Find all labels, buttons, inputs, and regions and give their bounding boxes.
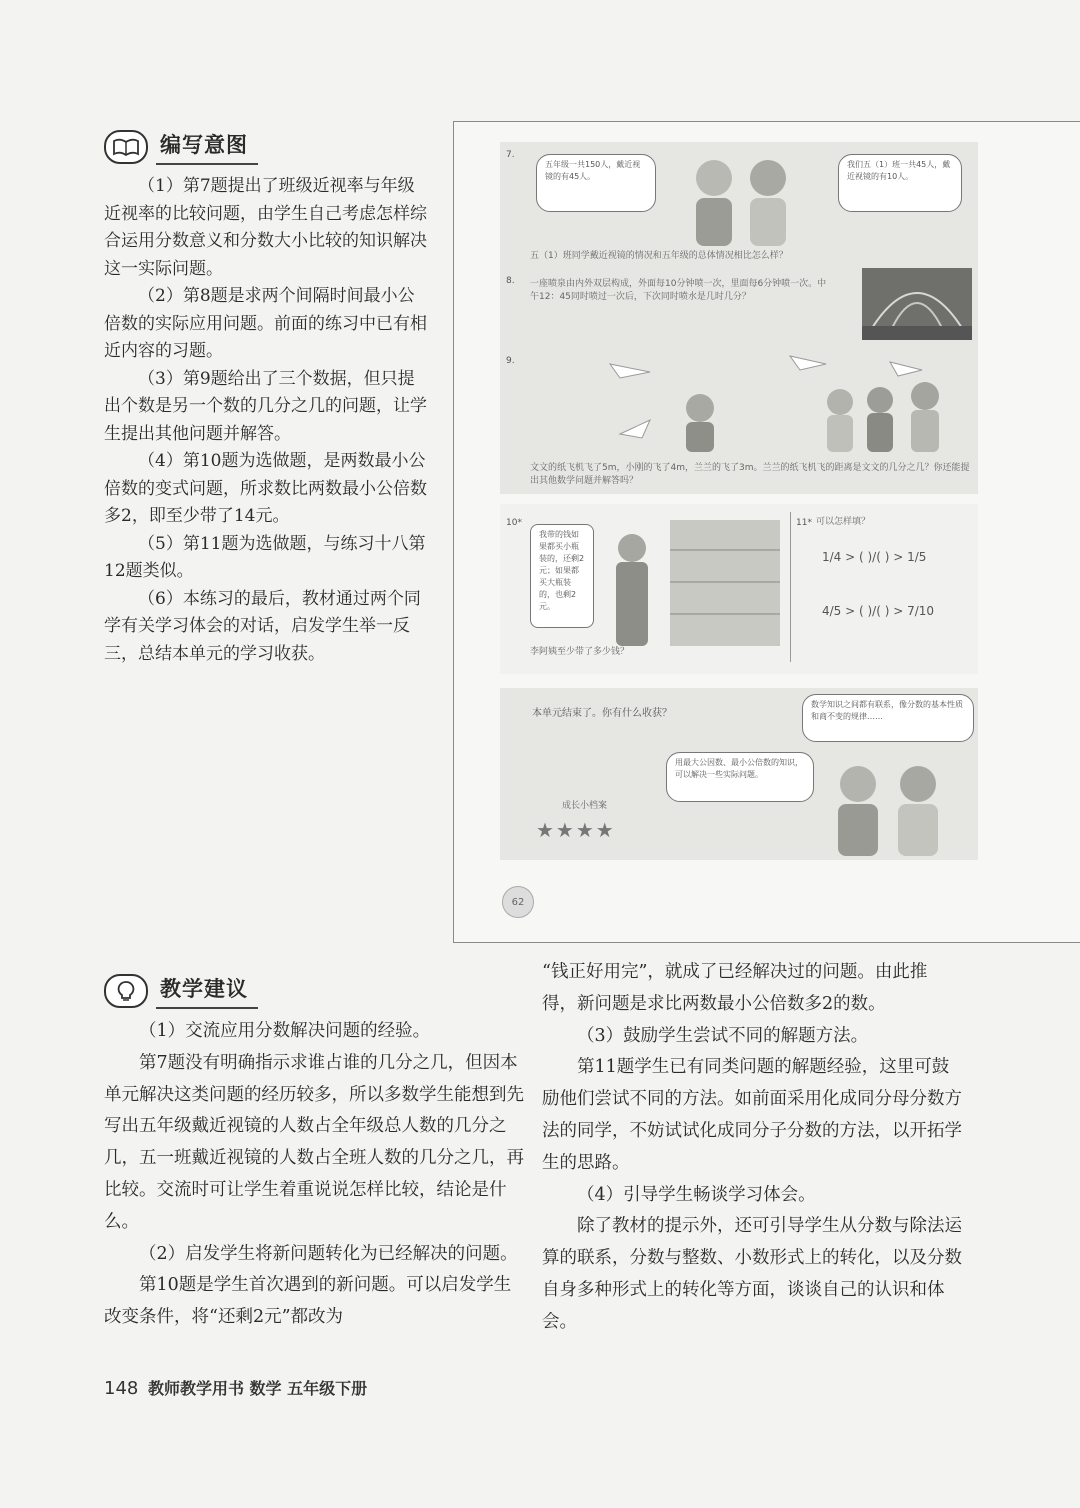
- textbook-page-number: 62: [502, 886, 534, 918]
- suggestion-paragraph: （4）引导学生畅谈学习体会。: [577, 1184, 816, 1205]
- question-text: 文文的纸飞机飞了5m，小刚的飞了4m，兰兰的飞了3m。兰兰的纸飞机飞的距离是文文的几分之几？你还能提出其他数学问题并解答吗？: [530, 463, 970, 486]
- growth-label: 成长小档案: [562, 801, 608, 811]
- fraction-row: 4/5 > ( )/( ) > 7/10: [822, 604, 935, 618]
- fraction-blank: ( )/( ): [859, 604, 890, 618]
- question-7-box: [500, 142, 978, 270]
- speech-bubble: 数学知识之间都有联系，像分数的基本性质和商不变的规律……: [802, 694, 974, 742]
- fraction-row: 1/4 > ( )/( ) > 1/5: [822, 550, 927, 564]
- book-title: 教师教学用书 数学 五年级下册: [147, 1379, 368, 1398]
- fraction: 7/10: [907, 604, 935, 618]
- question-title: 可以怎样填？: [816, 517, 871, 527]
- intent-paragraph: （6）本练习的最后，教材通过两个同学有关学习体会的对话，启发学生举一反三，总结本单元的学习收获。: [104, 588, 421, 664]
- question-8-box: [500, 264, 978, 350]
- question-text: 李阿姨至少带了多少钱？: [530, 647, 630, 657]
- suggestion-paragraph: 第7题没有明确指示求谁占谁的几分之几，但因本单元解决这类问题的经历较多，所以多数学生能想到先写出五年级戴近视镜的人数占全年级总人数的几分之几，五一班戴近视镜的人数占全班人数的几分之几，再比较。交流时可让学生着重说说怎样比较，结论是什么。: [104, 1052, 524, 1232]
- section-header-suggestions: [104, 973, 258, 1009]
- intent-paragraph: （2）第8题是求两个间隔时间最小公倍数的实际应用问题。前面的练习中已有相近内容的习题。: [104, 286, 427, 361]
- section-header-intent: [104, 129, 258, 165]
- suggestion-paragraph: 第11题学生已有同类问题的解题经验，这里可鼓励他们尝试不同的方法。如前面采用化成同分母分数方法的同学，不妨试试化成同分子分数的方法，以开拓学生的思路。: [542, 1057, 962, 1173]
- fraction-blank: ( )/( ): [859, 550, 890, 564]
- question-number: 11*: [796, 518, 812, 528]
- two-students-illustration: [818, 748, 958, 858]
- book-icon: [104, 130, 148, 164]
- textbook-page-panel: [453, 121, 1080, 943]
- speech-bubble: 五年级一共150人，戴近视镜的有45人。: [536, 154, 656, 212]
- fountain-image: [862, 268, 972, 340]
- students-illustration: [676, 148, 806, 248]
- intent-text: [104, 173, 428, 668]
- star-rating: ★★★★: [536, 818, 616, 842]
- paper-planes-illustration: [590, 350, 970, 454]
- suggestion-paragraph: （2）启发学生将新问题转化为已经解决的问题。: [139, 1243, 518, 1264]
- question-number: 7.: [506, 150, 515, 160]
- question-9-box: [500, 346, 978, 494]
- question-text: 一座喷泉由内外双层构成，外面每10分钟喷一次，里面每6分钟喷一次。中午12：45同时喷过一次后，下次同时喷水是几时几分？: [530, 279, 827, 302]
- intent-paragraph: （5）第11题为选做题，与练习十八第12题类似。: [104, 533, 426, 581]
- suggestions-right-column: [542, 957, 962, 1339]
- question-text: 五（1）班同学戴近视镜的情况和五年级的总体情况相比怎么样？: [530, 251, 788, 261]
- suggestion-paragraph: （3）鼓励学生尝试不同的解题方法。: [577, 1025, 869, 1046]
- question-number: 8.: [506, 276, 515, 286]
- section-title-suggestions: 教学建议: [156, 973, 258, 1009]
- suggestions-left-column: [104, 1016, 524, 1334]
- page-number: 148: [104, 1378, 139, 1399]
- speech-bubble: 我们五（1）班一共45人，戴近视镜的有10人。: [838, 154, 962, 212]
- section-title-intent: 编写意图: [156, 129, 258, 165]
- suggestion-paragraph: 第10题是学生首次遇到的新问题。可以启发学生改变条件，将“还剩2元”都改为: [104, 1275, 512, 1328]
- intent-paragraph: （4）第10题为选做题，是两数最小公倍数的变式问题，所求数比两数最小公倍数多2，即至少带了14元。: [104, 451, 427, 526]
- speech-bubble: 用最大公因数、最小公倍数的知识，可以解决一些实际问题。: [666, 752, 814, 802]
- question-10-11-box: [500, 504, 978, 674]
- unit-summary-box: [500, 688, 978, 860]
- suggestion-paragraph: 除了教材的提示外，还可引导学生从分数与除法运算的联系，分数与整数、小数形式上的转化，以及分数自身多种形式上的转化等方面，谈谈自己的认识和体会。: [542, 1216, 962, 1332]
- intent-paragraph: （1）第7题提出了班级近视率与年级近视率的比较问题，由学生自己考虑怎样综合运用分数意义和分数大小比较的知识解决这一实际问题。: [104, 176, 427, 279]
- fraction: 4/5: [822, 604, 842, 618]
- summary-prompt: 本单元结束了。你有什么收获？: [532, 708, 672, 719]
- divider: [790, 512, 791, 662]
- question-number: 10*: [506, 518, 522, 528]
- fraction: 1/4: [822, 550, 842, 564]
- speech-bubble: 我带的钱如果都买小瓶装的，还剩2元；如果都买大瓶装的，也剩2元。: [530, 524, 594, 628]
- lightbulb-icon: [104, 974, 148, 1008]
- intent-paragraph: （3）第9题给出了三个数据，但只提出个数是另一个数的几分之几的问题，让学生提出其他问题并解答。: [104, 368, 427, 444]
- question-number: 9.: [506, 356, 515, 366]
- shop-shelf-illustration: [600, 510, 790, 650]
- fraction: 1/5: [907, 550, 927, 564]
- suggestion-paragraph: （1）交流应用分数解决问题的经验。: [139, 1021, 431, 1041]
- page-footer: [104, 1376, 367, 1399]
- suggestion-paragraph: “钱正好用完”，就成了已经解决过的问题。由此推得，新问题是求比两数最小公倍数多2的数。: [542, 962, 928, 1014]
